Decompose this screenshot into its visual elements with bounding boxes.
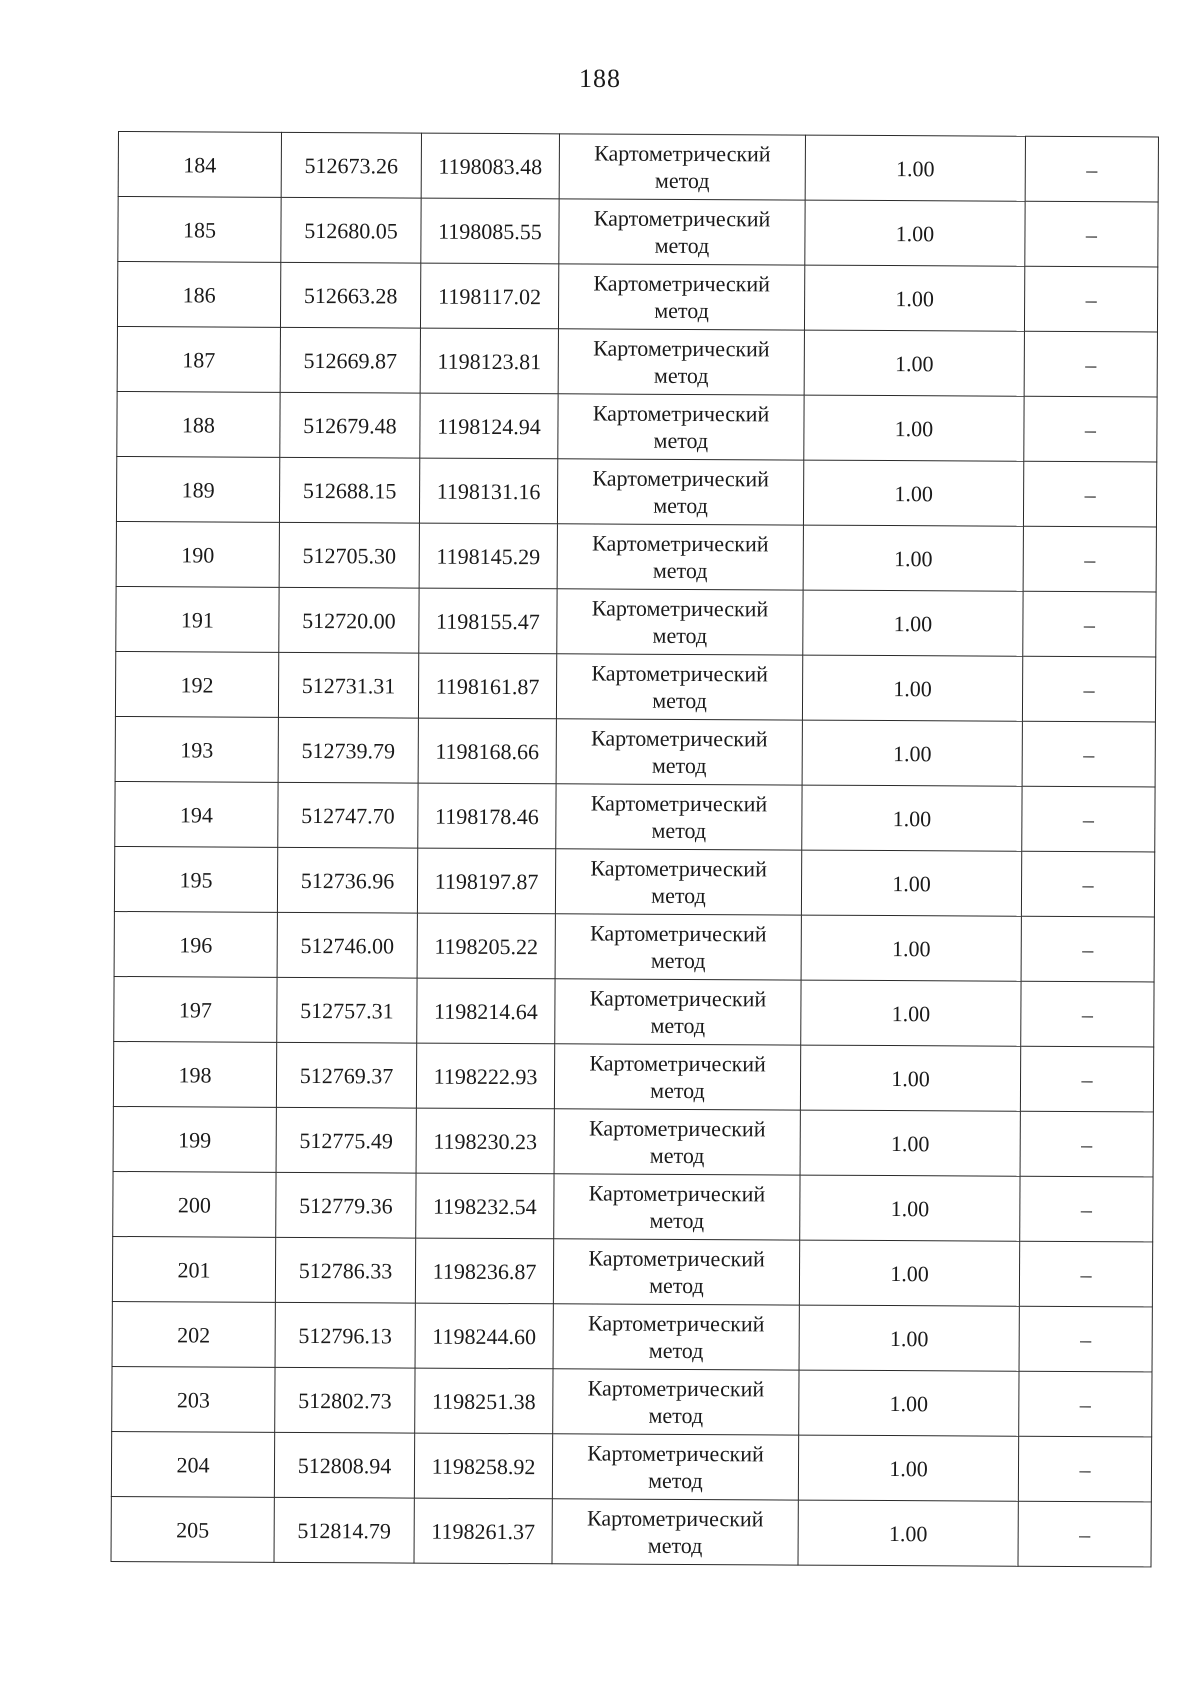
description-cell: – xyxy=(1024,331,1157,397)
x-coordinate-cell: 512663.28 xyxy=(280,262,420,328)
method-cell xyxy=(555,914,801,980)
method-cell xyxy=(552,1434,798,1500)
description-cell: – xyxy=(1021,851,1154,917)
method-line-2: метод xyxy=(654,297,709,324)
description-cell: – xyxy=(1019,1371,1152,1437)
method-line-1: Картометрический xyxy=(586,1505,764,1532)
method-line-1: Картометрический xyxy=(593,270,771,297)
point-number-cell: 185 xyxy=(118,197,281,263)
y-coordinate-cell: 1198251.38 xyxy=(415,1368,553,1434)
method-line-2: метод xyxy=(650,1012,706,1039)
method-line-1: Картометрический xyxy=(591,595,769,622)
point-number-cell: 197 xyxy=(114,976,277,1042)
y-coordinate-cell: 1198161.87 xyxy=(418,653,556,719)
description-cell: – xyxy=(1021,916,1154,982)
y-coordinate-cell: 1198155.47 xyxy=(419,588,557,654)
method-line-2: метод xyxy=(649,1142,705,1169)
x-coordinate-cell: 512769.37 xyxy=(276,1042,416,1108)
description-cell: – xyxy=(1022,721,1155,787)
description-cell: – xyxy=(1025,201,1158,267)
description-cell: – xyxy=(1023,526,1156,592)
y-coordinate-cell: 1198085.55 xyxy=(421,198,559,264)
method-cell xyxy=(553,1369,799,1435)
x-coordinate-cell: 512673.26 xyxy=(281,132,421,198)
method-line-1: Картометрический xyxy=(587,1440,764,1467)
y-coordinate-cell: 1198145.29 xyxy=(419,523,557,589)
x-coordinate-cell: 512802.73 xyxy=(275,1367,415,1433)
method-cell xyxy=(554,1044,800,1110)
x-coordinate-cell: 512720.00 xyxy=(279,587,419,653)
point-number-cell: 202 xyxy=(112,1301,275,1367)
method-line-2: метод xyxy=(650,947,706,974)
precision-cell: 1.00 xyxy=(802,720,1022,786)
method-line-1: Картометрический xyxy=(588,1115,766,1142)
precision-cell: 1.00 xyxy=(805,200,1025,266)
x-coordinate-cell: 512680.05 xyxy=(281,197,421,263)
table-row xyxy=(112,1366,1152,1436)
x-coordinate-cell: 512746.00 xyxy=(277,912,417,978)
description-cell: – xyxy=(1019,1306,1152,1372)
method-cell xyxy=(554,1174,800,1240)
precision-cell: 1.00 xyxy=(800,1110,1020,1176)
table-row xyxy=(112,1236,1152,1306)
y-coordinate-cell: 1198123.81 xyxy=(420,328,558,394)
precision-cell: 1.00 xyxy=(801,980,1021,1046)
x-coordinate-cell: 512796.13 xyxy=(275,1302,415,1368)
point-number-cell: 199 xyxy=(113,1106,276,1172)
method-line-2: метод xyxy=(654,232,710,259)
description-cell: – xyxy=(1020,1111,1153,1177)
method-line-2: метод xyxy=(653,362,709,389)
x-coordinate-cell: 512757.31 xyxy=(277,977,417,1043)
precision-cell: 1.00 xyxy=(801,915,1021,981)
table-row xyxy=(117,326,1157,396)
method-line-2: метод xyxy=(650,1077,705,1104)
method-line-2: метод xyxy=(648,1402,704,1429)
table-row xyxy=(116,521,1156,591)
y-coordinate-cell: 1198258.92 xyxy=(414,1433,552,1499)
point-number-cell: 194 xyxy=(115,781,278,847)
y-coordinate-cell: 1198230.23 xyxy=(416,1108,554,1174)
table-row xyxy=(113,1171,1153,1241)
table-row xyxy=(117,262,1157,332)
table-row xyxy=(113,1041,1153,1111)
x-coordinate-cell: 512739.79 xyxy=(278,717,418,783)
table-row xyxy=(116,586,1156,656)
method-line-1: Картометрический xyxy=(588,1180,766,1207)
point-number-cell: 184 xyxy=(118,132,281,198)
method-line-1: Картометрический xyxy=(593,205,771,232)
method-cell xyxy=(556,784,802,850)
y-coordinate-cell: 1198131.16 xyxy=(419,458,557,524)
method-line-2: метод xyxy=(653,427,709,454)
point-number-cell: 186 xyxy=(117,262,280,328)
table-row xyxy=(115,716,1155,786)
y-coordinate-cell: 1198168.66 xyxy=(418,718,556,784)
y-coordinate-cell: 1198178.46 xyxy=(418,783,556,849)
y-coordinate-cell: 1198124.94 xyxy=(420,393,558,459)
coordinates-table xyxy=(111,131,1159,1567)
method-line-1: Картометрический xyxy=(589,920,767,947)
method-line-1: Картометрический xyxy=(592,465,769,492)
x-coordinate-cell: 512747.70 xyxy=(278,782,418,848)
method-cell xyxy=(557,524,803,590)
precision-cell: 1.00 xyxy=(803,460,1023,526)
description-cell: – xyxy=(1018,1436,1151,1502)
precision-cell: 1.00 xyxy=(804,330,1024,396)
method-cell xyxy=(552,1499,798,1565)
method-line-1: Картометрический xyxy=(588,1245,765,1272)
y-coordinate-cell: 1198214.64 xyxy=(417,978,555,1044)
precision-cell: 1.00 xyxy=(804,395,1024,461)
x-coordinate-cell: 512688.15 xyxy=(279,457,419,523)
method-cell xyxy=(558,394,804,460)
x-coordinate-cell: 512669.87 xyxy=(280,327,420,393)
y-coordinate-cell: 1198261.37 xyxy=(414,1498,552,1564)
method-cell xyxy=(554,1109,800,1175)
table-row xyxy=(113,1106,1153,1176)
method-line-1: Картометрический xyxy=(587,1375,765,1402)
method-line-2: метод xyxy=(653,492,708,519)
method-line-1: Картометрический xyxy=(590,790,768,817)
method-cell xyxy=(555,849,801,915)
method-line-2: метод xyxy=(654,167,710,194)
method-line-1: Картометрический xyxy=(592,400,770,427)
precision-cell: 1.00 xyxy=(803,590,1023,656)
method-line-2: метод xyxy=(651,752,707,779)
point-number-cell: 191 xyxy=(116,586,279,652)
y-coordinate-cell: 1198232.54 xyxy=(416,1173,554,1239)
table-row xyxy=(116,456,1156,526)
y-coordinate-cell: 1198236.87 xyxy=(415,1238,553,1304)
description-cell: – xyxy=(1022,786,1155,852)
method-line-1: Картометрический xyxy=(587,1310,765,1337)
point-number-cell: 196 xyxy=(114,911,277,977)
method-line-2: метод xyxy=(652,622,708,649)
method-line-2: метод xyxy=(651,882,706,909)
method-cell xyxy=(558,264,804,330)
precision-cell: 1.00 xyxy=(803,525,1023,591)
point-number-cell: 200 xyxy=(113,1171,276,1237)
description-cell: – xyxy=(1024,396,1157,462)
y-coordinate-cell: 1198222.93 xyxy=(416,1043,554,1109)
point-number-cell: 190 xyxy=(116,521,279,587)
description-cell: – xyxy=(1025,136,1158,202)
point-number-cell: 204 xyxy=(111,1431,274,1497)
method-cell xyxy=(559,199,805,265)
precision-cell: 1.00 xyxy=(804,265,1024,331)
table-row xyxy=(114,976,1154,1046)
method-line-1: Картометрический xyxy=(591,660,768,687)
method-line-1: Картометрический xyxy=(594,140,771,167)
precision-cell: 1.00 xyxy=(800,1045,1020,1111)
description-cell: – xyxy=(1023,591,1156,657)
point-number-cell: 203 xyxy=(112,1366,275,1432)
method-line-2: метод xyxy=(648,1337,704,1364)
method-cell xyxy=(556,719,802,785)
coordinates-table-container xyxy=(111,131,1158,1567)
y-coordinate-cell: 1198205.22 xyxy=(417,913,555,979)
method-line-2: метод xyxy=(652,687,707,714)
method-line-1: Картометрический xyxy=(590,855,767,882)
precision-cell: 1.00 xyxy=(799,1370,1019,1436)
point-number-cell: 198 xyxy=(113,1041,276,1107)
table-row xyxy=(115,781,1155,851)
method-line-1: Картометрический xyxy=(591,725,768,752)
precision-cell: 1.00 xyxy=(798,1500,1018,1566)
x-coordinate-cell: 512814.79 xyxy=(274,1497,414,1563)
point-number-cell: 192 xyxy=(115,651,278,717)
method-line-2: метод xyxy=(651,817,707,844)
table-body xyxy=(111,132,1158,1567)
table-row xyxy=(118,132,1158,202)
table-row xyxy=(114,911,1154,981)
precision-cell: 1.00 xyxy=(799,1240,1019,1306)
description-cell: – xyxy=(1020,1176,1153,1242)
method-line-1: Картометрический xyxy=(593,335,770,362)
point-number-cell: 193 xyxy=(115,716,278,782)
method-cell xyxy=(556,654,802,720)
description-cell: – xyxy=(1022,656,1155,722)
method-cell xyxy=(557,589,803,655)
table-row xyxy=(114,846,1154,916)
table-row xyxy=(112,1301,1152,1371)
y-coordinate-cell: 1198244.60 xyxy=(415,1303,553,1369)
table-row xyxy=(111,1496,1151,1566)
precision-cell: 1.00 xyxy=(798,1435,1018,1501)
y-coordinate-cell: 1198117.02 xyxy=(420,263,558,329)
point-number-cell: 201 xyxy=(112,1236,275,1302)
x-coordinate-cell: 512705.30 xyxy=(279,522,419,588)
x-coordinate-cell: 512775.49 xyxy=(276,1107,416,1173)
method-cell xyxy=(553,1239,799,1305)
point-number-cell: 205 xyxy=(111,1496,274,1562)
point-number-cell: 187 xyxy=(117,326,280,392)
page-number: 188 xyxy=(579,64,621,93)
table-row xyxy=(111,1431,1151,1501)
x-coordinate-cell: 512779.36 xyxy=(276,1172,416,1238)
point-number-cell: 189 xyxy=(116,456,279,522)
method-line-2: метод xyxy=(649,1207,705,1234)
point-number-cell: 195 xyxy=(114,846,277,912)
x-coordinate-cell: 512786.33 xyxy=(275,1237,415,1303)
description-cell: – xyxy=(1020,1046,1153,1112)
method-cell xyxy=(553,1304,799,1370)
y-coordinate-cell: 1198197.87 xyxy=(417,848,555,914)
precision-cell: 1.00 xyxy=(802,785,1022,851)
table-row xyxy=(117,391,1157,461)
x-coordinate-cell: 512679.48 xyxy=(280,392,420,458)
method-cell xyxy=(558,329,804,395)
method-line-1: Картометрический xyxy=(592,530,769,557)
description-cell: – xyxy=(1019,1241,1152,1307)
description-cell: – xyxy=(1024,266,1157,332)
x-coordinate-cell: 512808.94 xyxy=(274,1432,414,1498)
method-line-2: метод xyxy=(649,1272,704,1299)
precision-cell: 1.00 xyxy=(802,655,1022,721)
point-number-cell: 188 xyxy=(117,391,280,457)
method-line-2: метод xyxy=(652,557,708,584)
table-row xyxy=(118,197,1158,267)
description-cell: – xyxy=(1023,461,1156,527)
method-line-1: Картометрический xyxy=(589,985,767,1012)
description-cell: – xyxy=(1018,1501,1151,1567)
table-row xyxy=(115,651,1155,721)
y-coordinate-cell: 1198083.48 xyxy=(421,133,559,199)
precision-cell: 1.00 xyxy=(799,1305,1019,1371)
method-cell xyxy=(559,134,805,200)
method-line-1: Картометрический xyxy=(589,1050,766,1077)
x-coordinate-cell: 512736.96 xyxy=(277,847,417,913)
method-cell xyxy=(557,459,803,525)
precision-cell: 1.00 xyxy=(801,850,1021,916)
description-cell: – xyxy=(1021,981,1154,1047)
precision-cell: 1.00 xyxy=(805,135,1025,201)
method-line-2: метод xyxy=(647,1532,703,1559)
x-coordinate-cell: 512731.31 xyxy=(278,652,418,718)
method-line-2: метод xyxy=(648,1467,703,1494)
precision-cell: 1.00 xyxy=(800,1175,1020,1241)
method-cell xyxy=(555,979,801,1045)
